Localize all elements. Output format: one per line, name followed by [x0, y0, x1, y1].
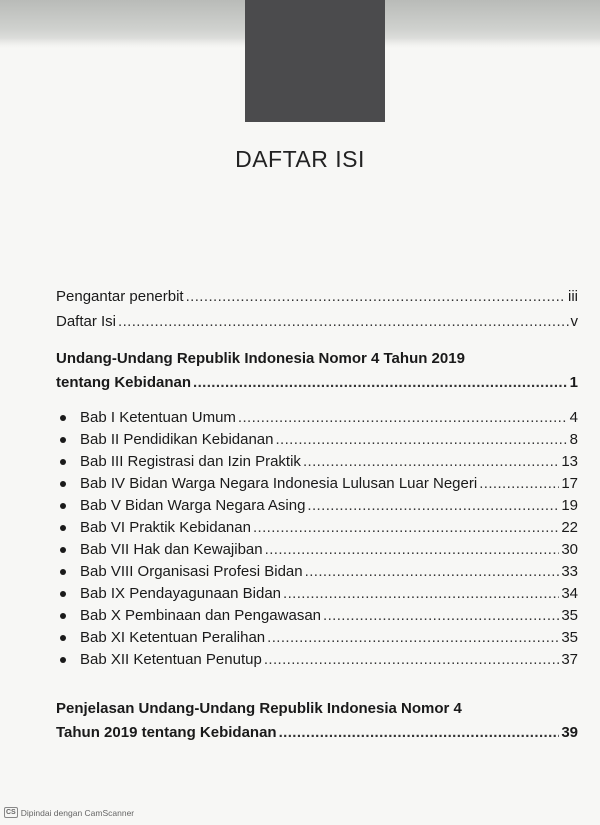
section-heading-line1: Undang-Undang Republik Indonesia Nomor 4 Tahun 2019: [56, 350, 465, 367]
toc-dot-leader: [303, 453, 559, 470]
toc-chapter-entry: [80, 409, 578, 426]
toc-chapter-entry: [80, 519, 578, 536]
bullet-icon: [60, 481, 66, 487]
toc-entry-label: Bab VI Praktik Kebidanan: [80, 519, 251, 536]
bullet-icon: [60, 635, 66, 641]
toc-chapter-entry: [80, 475, 578, 492]
toc-dot-leader: [186, 288, 566, 305]
toc-entry: [56, 288, 578, 305]
toc-chapter-entry: [80, 585, 578, 602]
toc-dot-leader: [275, 431, 567, 448]
toc-entry-page: 30: [561, 541, 578, 558]
toc-dot-leader: [267, 629, 559, 646]
bullet-icon: [60, 525, 66, 531]
toc-chapter-entry: [80, 651, 578, 668]
bullet-icon: [60, 459, 66, 465]
toc-dot-leader: [279, 724, 560, 741]
toc-entry-label: Bab III Registrasi dan Izin Praktik: [80, 453, 301, 470]
toc-entry-page: 33: [561, 563, 578, 580]
bullet-icon: [60, 415, 66, 421]
toc-chapter-entry: [80, 629, 578, 646]
toc-entry-page: 35: [561, 607, 578, 624]
toc-dot-leader: [307, 497, 559, 514]
toc-entry-label: Bab II Pendidikan Kebidanan: [80, 431, 274, 448]
toc-entry-page: v: [570, 313, 578, 330]
toc-dot-leader: [305, 563, 560, 580]
toc-dot-leader: [238, 409, 568, 426]
bullet-icon: [60, 591, 66, 597]
toc-entry-label: Bab VII Hak dan Kewajiban: [80, 541, 263, 558]
toc-entry-page: 4: [569, 409, 578, 426]
toc-entry-label: Bab X Pembinaan dan Pengawasan: [80, 607, 322, 624]
toc-entry-page: 34: [561, 585, 578, 602]
toc-entry-page: 17: [561, 475, 578, 492]
toc-entry-page: 22: [561, 519, 578, 536]
camscanner-logo-icon: CS: [6, 809, 16, 816]
section-heading-line2: Tahun 2019 tentang Kebidanan: [56, 724, 277, 741]
toc-entry-page: 19: [561, 497, 578, 514]
bullet-icon: [60, 503, 66, 509]
toc-chapter-entry: [80, 607, 578, 624]
toc-entry-label: Bab I Ketentuan Umum: [80, 409, 236, 426]
toc-chapter-entry: [80, 541, 578, 558]
toc-entry-label: Bab VIII Organisasi Profesi Bidan: [80, 563, 303, 580]
toc-dot-leader: [253, 519, 559, 536]
bullet-icon: [60, 613, 66, 619]
toc-dot-leader: [479, 475, 559, 492]
toc-entry-page: 8: [569, 431, 578, 448]
scanner-watermark: [4, 807, 134, 818]
toc-dot-leader: [193, 374, 568, 391]
toc-entry-label: Pengantar penerbit: [56, 288, 184, 305]
toc-chapter-entry: [80, 453, 578, 470]
toc-dot-leader: [118, 313, 568, 330]
toc-chapter-entry: [80, 563, 578, 580]
toc-entry-label: Bab XI Ketentuan Peralihan: [80, 629, 266, 646]
toc-dot-leader: [323, 607, 559, 624]
toc-chapter-entry: [80, 497, 578, 514]
toc-entry-page: iii: [568, 288, 578, 305]
toc-entry-label: Bab IX Pendayagunaan Bidan: [80, 585, 281, 602]
section-heading-line2: tentang Kebidanan: [56, 374, 192, 391]
header-tab-block: [245, 0, 385, 122]
page-title: DAFTAR ISI: [235, 146, 365, 172]
bullet-icon: [60, 569, 66, 575]
bullet-icon: [60, 547, 66, 553]
section-heading-line1: Penjelasan Undang-Undang Republik Indonesia Nomor 4: [56, 700, 462, 717]
toc-section-entry: [56, 724, 578, 741]
scanner-watermark-text: Dipindai dengan CamScanner: [20, 807, 135, 818]
toc-entry-page: 37: [561, 651, 578, 668]
toc-entry-label: Bab XII Ketentuan Penutup: [80, 651, 262, 668]
toc-dot-leader: [264, 651, 560, 668]
toc-entry-page: 1: [569, 374, 578, 391]
toc-chapter-entry: [80, 431, 578, 448]
bullet-icon: [60, 657, 66, 663]
toc-dot-leader: [283, 585, 559, 602]
toc-entry-label: Daftar Isi: [56, 313, 117, 330]
toc-entry-page: 39: [561, 724, 578, 741]
toc-section-entry: [56, 374, 578, 391]
toc-dot-leader: [265, 541, 560, 558]
bullet-icon: [60, 437, 66, 443]
toc-entry-label: Bab IV Bidan Warga Negara Indonesia Lulusan Luar Negeri: [80, 475, 478, 492]
toc-entry: [56, 313, 578, 330]
toc-entry-label: Bab V Bidan Warga Negara Asing: [80, 497, 306, 514]
toc-entry-page: 35: [561, 629, 578, 646]
toc-entry-page: 13: [561, 453, 578, 470]
